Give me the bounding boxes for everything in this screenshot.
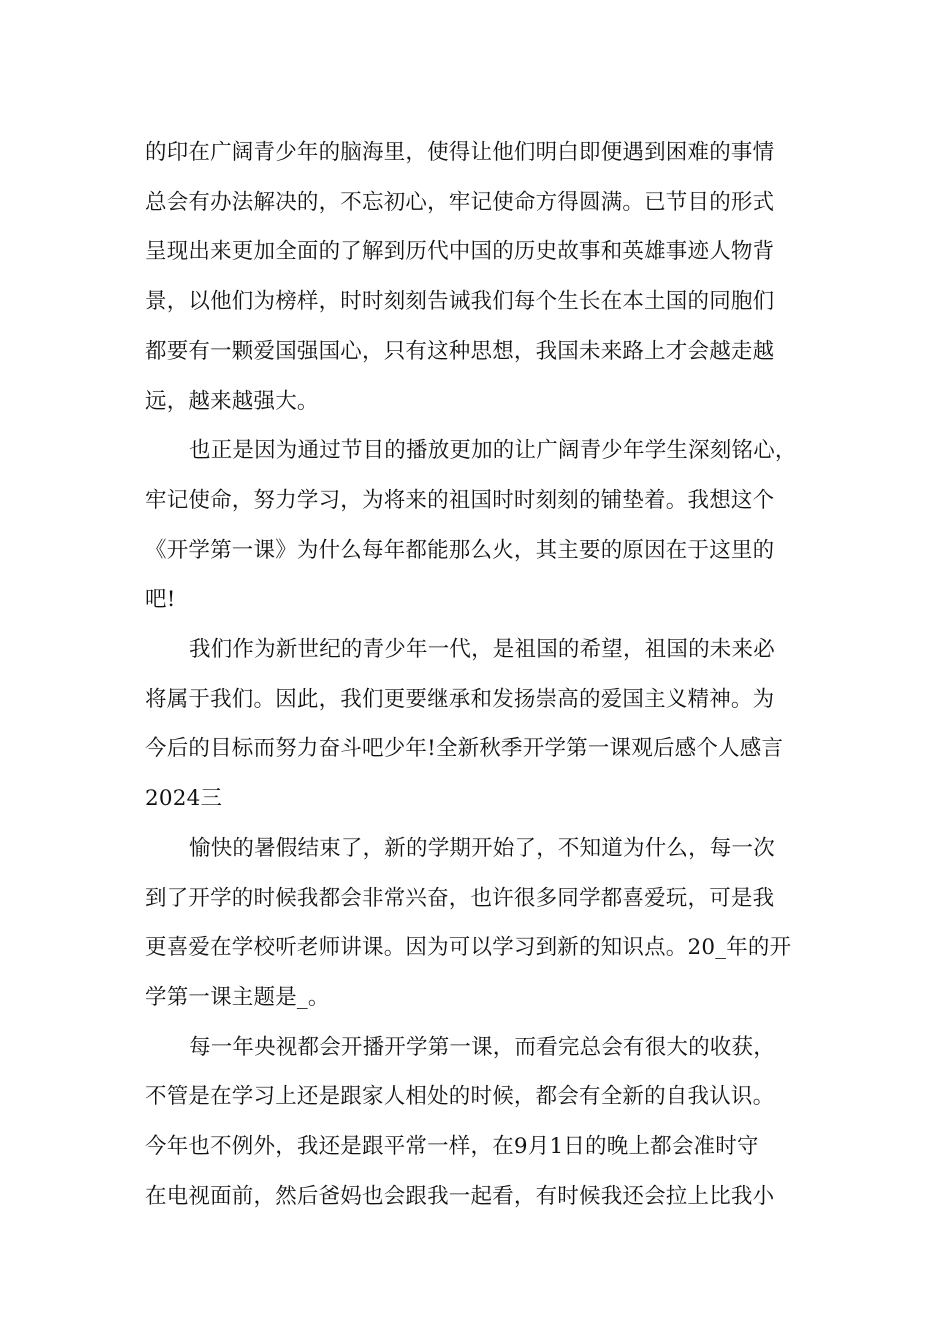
text-line: 景，以他们为榜样，时时刻刻告诫我们每个生长在本土国的同胞们 [145,289,775,315]
paragraph-start-line: 我们作为新世纪的青少年一代，是祖国的希望，祖国的未来必 [189,637,775,662]
text-line: 更喜爱在学校听老师讲课。因为可以学习到新的知识点。20_年的开 [145,935,792,961]
text-line: 今年也不例外，我还是跟平常一样，在9月1日的晚上都会准时守 [145,1134,759,1159]
text-line: 《开学第一课》为什么每年都能那么火，其主要的原因在于这里的 [145,537,775,563]
text-line: 吧! [145,587,176,613]
text-line: 将属于我们。因此，我们更要继承和发扬崇高的爱国主义精神。为 [145,686,775,712]
text-line: 呈现出来更加全面的了解到历代中国的历史故事和英雄事迹人物背 [145,239,775,265]
paragraph-start-line: 也正是因为通过节目的播放更加的让广阔青少年学生深刻铭心， [189,438,797,464]
text-line: 远，越来越强大。 [145,388,319,414]
text-line: 2024三 [145,786,223,812]
text-line: 今后的目标而努力奋斗吧少年!全新秋季开学第一课观后感个人感言 [145,736,784,762]
text-line: 到了开学的时候我都会非常兴奋，也许很多同学都喜爱玩，可是我 [145,885,775,911]
text-line: 的印在广阔青少年的脑海里，使得让他们明白即便遇到困难的事情 [145,140,775,165]
text-line: 总会有办法解决的，不忘初心，牢记使命方得圆满。已节目的形式 [145,189,775,215]
text-line: 不管是在学习上还是跟家人相处的时候，都会有全新的自我认识。 [145,1084,775,1110]
paragraph-start-line: 每一年央视都会开播开学第一课，而看完总会有很大的收获， [189,1034,775,1060]
text-line: 在电视面前，然后爸妈也会跟我一起看，有时候我还会拉上比我小 [145,1183,775,1209]
text-line: 学第一课主题是_。 [145,984,330,1010]
paragraph-start-line: 愉快的暑假结束了，新的学期开始了，不知道为什么，每一次 [189,835,775,861]
text-line: 都要有一颗爱国强国心，只有这种思想，我国未来路上才会越走越 [145,338,775,364]
text-line: 牢记使命，努力学习，为将来的祖国时时刻刻的铺垫着。我想这个 [145,487,775,513]
